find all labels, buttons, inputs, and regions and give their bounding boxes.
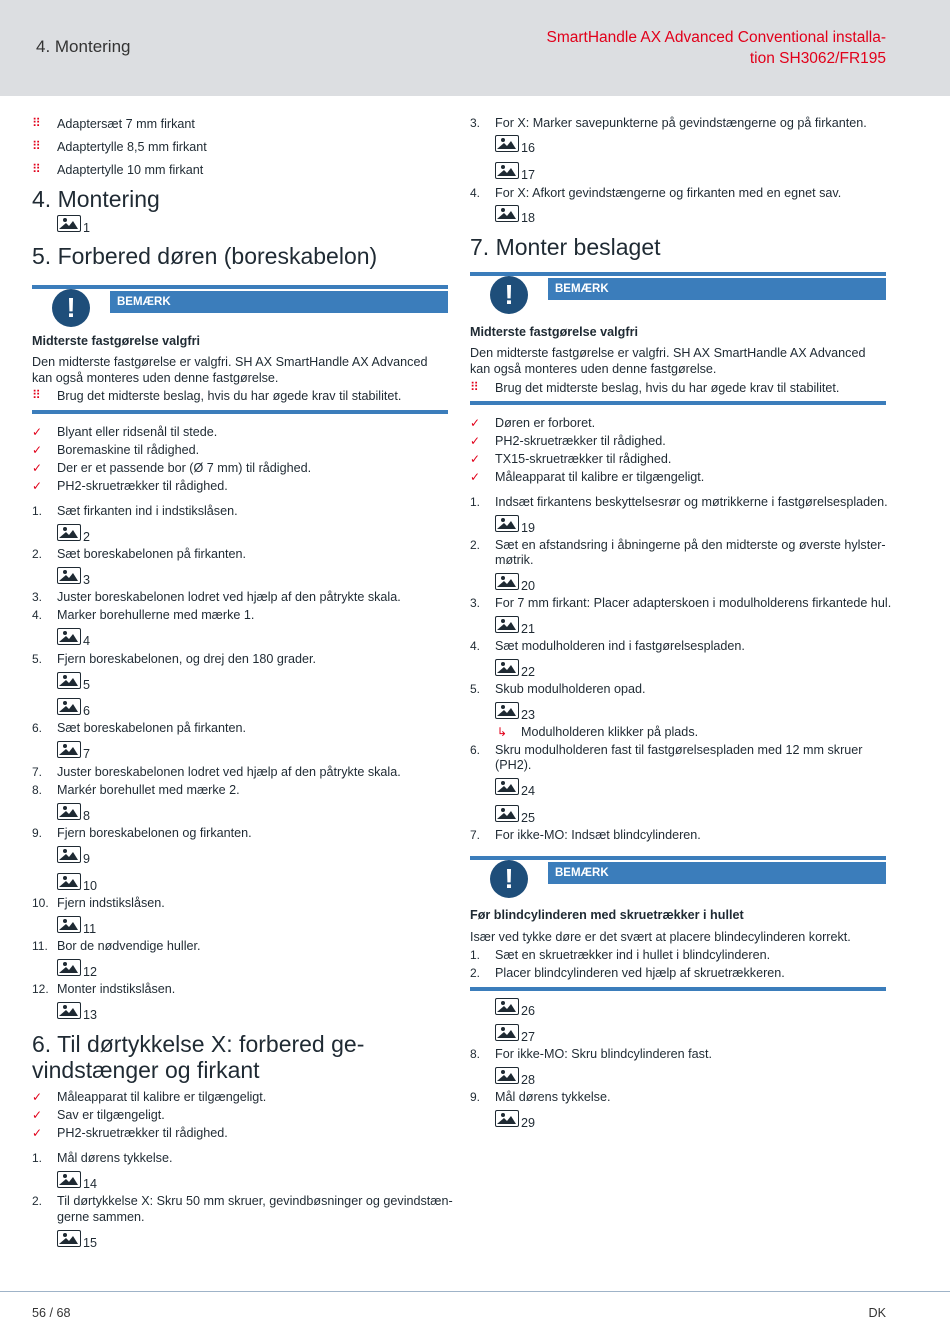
image-icon xyxy=(495,1110,519,1127)
exclamation-icon: ! xyxy=(490,276,528,314)
image-icon xyxy=(495,616,519,633)
figure-ref: 18 xyxy=(495,204,535,222)
notice-rule xyxy=(470,987,886,991)
checkmark-icon: ✓ xyxy=(32,1108,43,1122)
figure-ref: 4 xyxy=(57,627,90,645)
image-icon xyxy=(495,1067,519,1084)
figure-ref: 21 xyxy=(495,615,535,633)
figure-ref: 28 xyxy=(495,1066,535,1084)
figure-ref: 1 xyxy=(57,214,90,232)
image-icon xyxy=(57,1002,81,1019)
bullet-icon: ⠿ xyxy=(470,380,478,394)
figure-ref: 23 xyxy=(495,701,535,719)
image-icon xyxy=(57,873,81,890)
figure-ref: 2 xyxy=(57,523,90,541)
bullet-icon: ⠿ xyxy=(32,388,40,402)
notice-rule xyxy=(32,410,448,414)
image-icon xyxy=(495,205,519,222)
figure-ref: 12 xyxy=(57,958,97,976)
checkmark-icon: ✓ xyxy=(470,416,481,430)
image-icon xyxy=(495,515,519,532)
figure-ref: 26 xyxy=(495,997,535,1015)
image-icon xyxy=(57,1171,81,1188)
image-icon xyxy=(495,659,519,676)
language-code: DK xyxy=(868,1306,886,1320)
header-section: 4. Montering xyxy=(36,37,131,56)
bullet-icon: ⠿ xyxy=(32,162,40,176)
image-icon xyxy=(57,1230,81,1247)
notice-title: Midterste fastgørelse valgfri xyxy=(470,325,638,339)
figure-ref: 17 xyxy=(495,161,535,179)
figure-ref: 29 xyxy=(495,1109,535,1127)
image-icon xyxy=(57,803,81,820)
image-icon xyxy=(57,524,81,541)
notice-box xyxy=(470,272,886,316)
figure-ref: 14 xyxy=(57,1170,97,1188)
heading-doertykkelse: 6. Til dørtykkelse X: forbered ge- vindstænger og firkant xyxy=(32,1031,365,1083)
figure-ref: 22 xyxy=(495,658,535,676)
image-icon xyxy=(495,135,519,152)
checkmark-icon: ✓ xyxy=(32,479,43,493)
notice-title: Midterste fastgørelse valgfri xyxy=(32,334,200,348)
checkmark-icon: ✓ xyxy=(32,425,43,439)
figure-ref: 5 xyxy=(57,671,90,689)
page-header xyxy=(0,0,950,96)
checkmark-icon: ✓ xyxy=(470,434,481,448)
notice-box xyxy=(32,285,448,329)
image-icon xyxy=(57,959,81,976)
checkmark-icon: ✓ xyxy=(470,452,481,466)
result-arrow-icon: ↳ xyxy=(497,725,508,739)
page-number: 56 / 68 xyxy=(32,1306,71,1320)
image-icon xyxy=(495,1024,519,1041)
checkmark-icon: ✓ xyxy=(470,470,481,484)
notice-text: Især ved tykke døre er det svært at placere blindecylinderen korrekt. xyxy=(470,930,851,944)
image-icon xyxy=(57,698,81,715)
image-icon xyxy=(57,672,81,689)
notice-label: BEMÆRK xyxy=(548,278,886,300)
figure-ref: 27 xyxy=(495,1023,535,1041)
image-icon xyxy=(495,162,519,179)
notice-title: Før blindcylinderen med skruetrækker i hullet xyxy=(470,908,744,922)
figure-ref: 19 xyxy=(495,514,535,532)
image-icon xyxy=(57,567,81,584)
figure-ref: 13 xyxy=(57,1001,97,1019)
figure-ref: 8 xyxy=(57,802,90,820)
checkmark-icon: ✓ xyxy=(32,1126,43,1140)
notice-text: Den midterste fastgørelse er valgfri. SH AX SmartHandle AX Advanced kan også monteres uden denne fastgørelse. xyxy=(32,355,428,385)
figure-ref: 25 xyxy=(495,804,535,822)
image-icon xyxy=(57,916,81,933)
figure-ref: 7 xyxy=(57,740,90,758)
figure-ref: 9 xyxy=(57,845,90,863)
figure-ref: 20 xyxy=(495,572,535,590)
notice-box xyxy=(470,856,886,900)
figure-ref: 24 xyxy=(495,777,535,795)
footer-divider xyxy=(0,1291,950,1292)
header-title-line2: tion SH3062/FR195 xyxy=(749,50,886,67)
figure-ref: 3 xyxy=(57,566,90,584)
image-icon xyxy=(495,998,519,1015)
image-icon xyxy=(57,741,81,758)
heading-forbered: 5. Forbered døren (boreskabelon) xyxy=(32,243,378,269)
figure-ref: 16 xyxy=(495,134,535,152)
heading-montering: 4. Montering xyxy=(32,186,160,212)
notice-label: BEMÆRK xyxy=(110,291,448,313)
checkmark-icon: ✓ xyxy=(32,461,43,475)
notice-text: Den midterste fastgørelse er valgfri. SH AX SmartHandle AX Advanced kan også monteres uden denne fastgørelse. xyxy=(470,346,866,376)
bullet-icon: ⠿ xyxy=(32,139,40,153)
exclamation-icon: ! xyxy=(490,860,528,898)
figure-ref: 10 xyxy=(57,872,97,890)
figure-ref: 15 xyxy=(57,1229,97,1247)
header-title-line1: SmartHandle AX Advanced Conventional installa- xyxy=(546,29,886,46)
image-icon xyxy=(495,778,519,795)
image-icon xyxy=(57,215,81,232)
notice-label: BEMÆRK xyxy=(548,862,886,884)
header-title xyxy=(547,27,886,69)
image-icon xyxy=(495,702,519,719)
figure-ref: 6 xyxy=(57,697,90,715)
image-icon xyxy=(495,805,519,822)
notice-rule xyxy=(470,401,886,405)
image-icon xyxy=(57,846,81,863)
checkmark-icon: ✓ xyxy=(32,443,43,457)
bullet-icon: ⠿ xyxy=(32,116,40,130)
heading-monter-beslaget: 7. Monter beslaget xyxy=(470,234,661,260)
exclamation-icon: ! xyxy=(52,289,90,327)
figure-ref: 11 xyxy=(57,915,96,933)
checkmark-icon: ✓ xyxy=(32,1090,43,1104)
image-icon xyxy=(57,628,81,645)
image-icon xyxy=(495,573,519,590)
